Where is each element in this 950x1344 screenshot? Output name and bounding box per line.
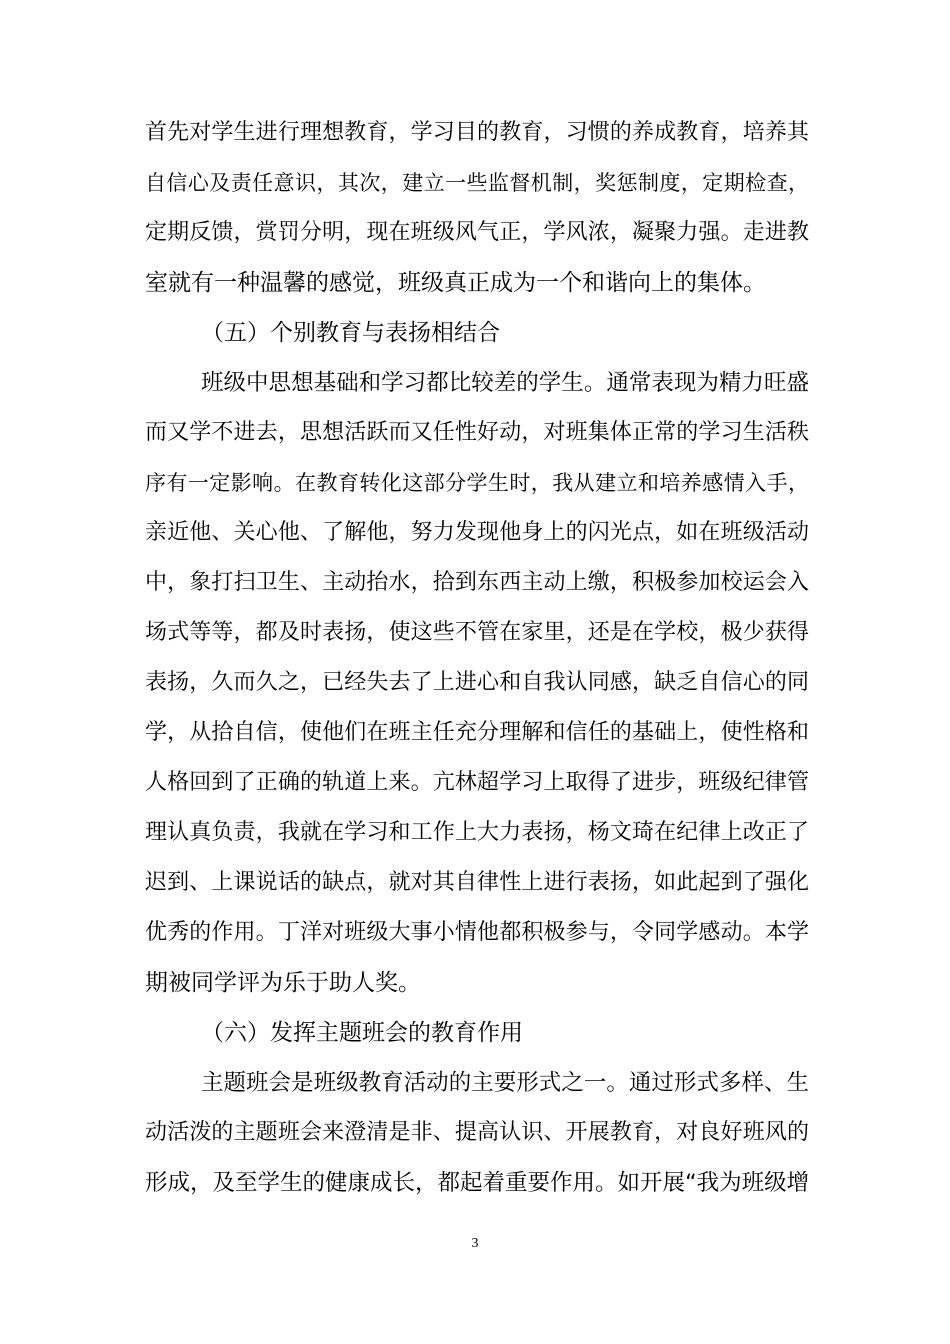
text-line: 而又学不进去，思想活跃而又任性好动，对班集体正常的学习生活秩 bbox=[145, 420, 809, 445]
text-line: 表扬，久而久之，已经失去了上进心和自我认同感，缺乏自信心的同 bbox=[145, 670, 809, 695]
text-line: 室就有一种温馨的感觉，班级真正成为一个和谐向上的集体。 bbox=[145, 270, 766, 296]
text-line: 期被同学评为乐于助人奖。 bbox=[145, 970, 421, 996]
text-line: 理认真负责，我就在学习和工作上大力表扬，杨文琦在纪律上改正了 bbox=[145, 820, 809, 845]
text-line: 自信心及责任意识，其次，建立一些监督机制，奖惩制度，定期检查， bbox=[145, 171, 809, 195]
text-line: 动活泼的主题班会来澄清是非、提高认识、开展教育，对良好班风的 bbox=[145, 1120, 809, 1145]
text-line: （六）发挥主题班会的教育作用 bbox=[201, 1020, 523, 1046]
page-number: 3 bbox=[471, 1236, 479, 1251]
text-line: 人格回到了正确的轨道上来。亢林超学习上取得了进步，班级纪律管 bbox=[145, 770, 809, 795]
text-line: （五）个别教育与表扬相结合 bbox=[201, 320, 500, 346]
text-line: 迟到、上课说话的缺点，就对其自律性上进行表扬，如此起到了强化 bbox=[145, 870, 809, 895]
text-line: 亲近他、关心他、了解他，努力发现他身上的闪光点，如在班级活动 bbox=[145, 520, 809, 545]
text-line: 序有一定影响。在教育转化这部分学生时，我从建立和培养感情入手， bbox=[145, 471, 809, 495]
text-line: 场式等等，都及时表扬，使这些不管在家里，还是在学校，极少获得 bbox=[145, 620, 809, 645]
text-line: 形成，及至学生的健康成长，都起着重要作用。如开展“我为班级增 bbox=[145, 1170, 810, 1196]
text-line: 学，从拾自信，使他们在班主任充分理解和信任的基础上，使性格和 bbox=[145, 720, 809, 745]
text-line: 优秀的作用。丁洋对班级大事小情他都积极参与，令同学感动。本学 bbox=[145, 920, 809, 945]
text-line: 定期反馈，赏罚分明，现在班级风气正，学风浓，凝聚力强。走进教 bbox=[145, 220, 809, 245]
text-line: 中，象打扫卫生、主动抬水，拾到东西主动上缴，积极参加校运会入 bbox=[145, 570, 809, 595]
text-line: 主题班会是班级教育活动的主要形式之一。通过形式多样、生 bbox=[201, 1070, 809, 1096]
body-text bbox=[145, 108, 809, 1208]
text-line: 班级中思想基础和学习都比较差的学生。通常表现为精力旺盛 bbox=[201, 370, 809, 396]
text-line: 首先对学生进行理想教育，学习目的教育，习惯的养成教育，培养其 bbox=[145, 120, 809, 145]
